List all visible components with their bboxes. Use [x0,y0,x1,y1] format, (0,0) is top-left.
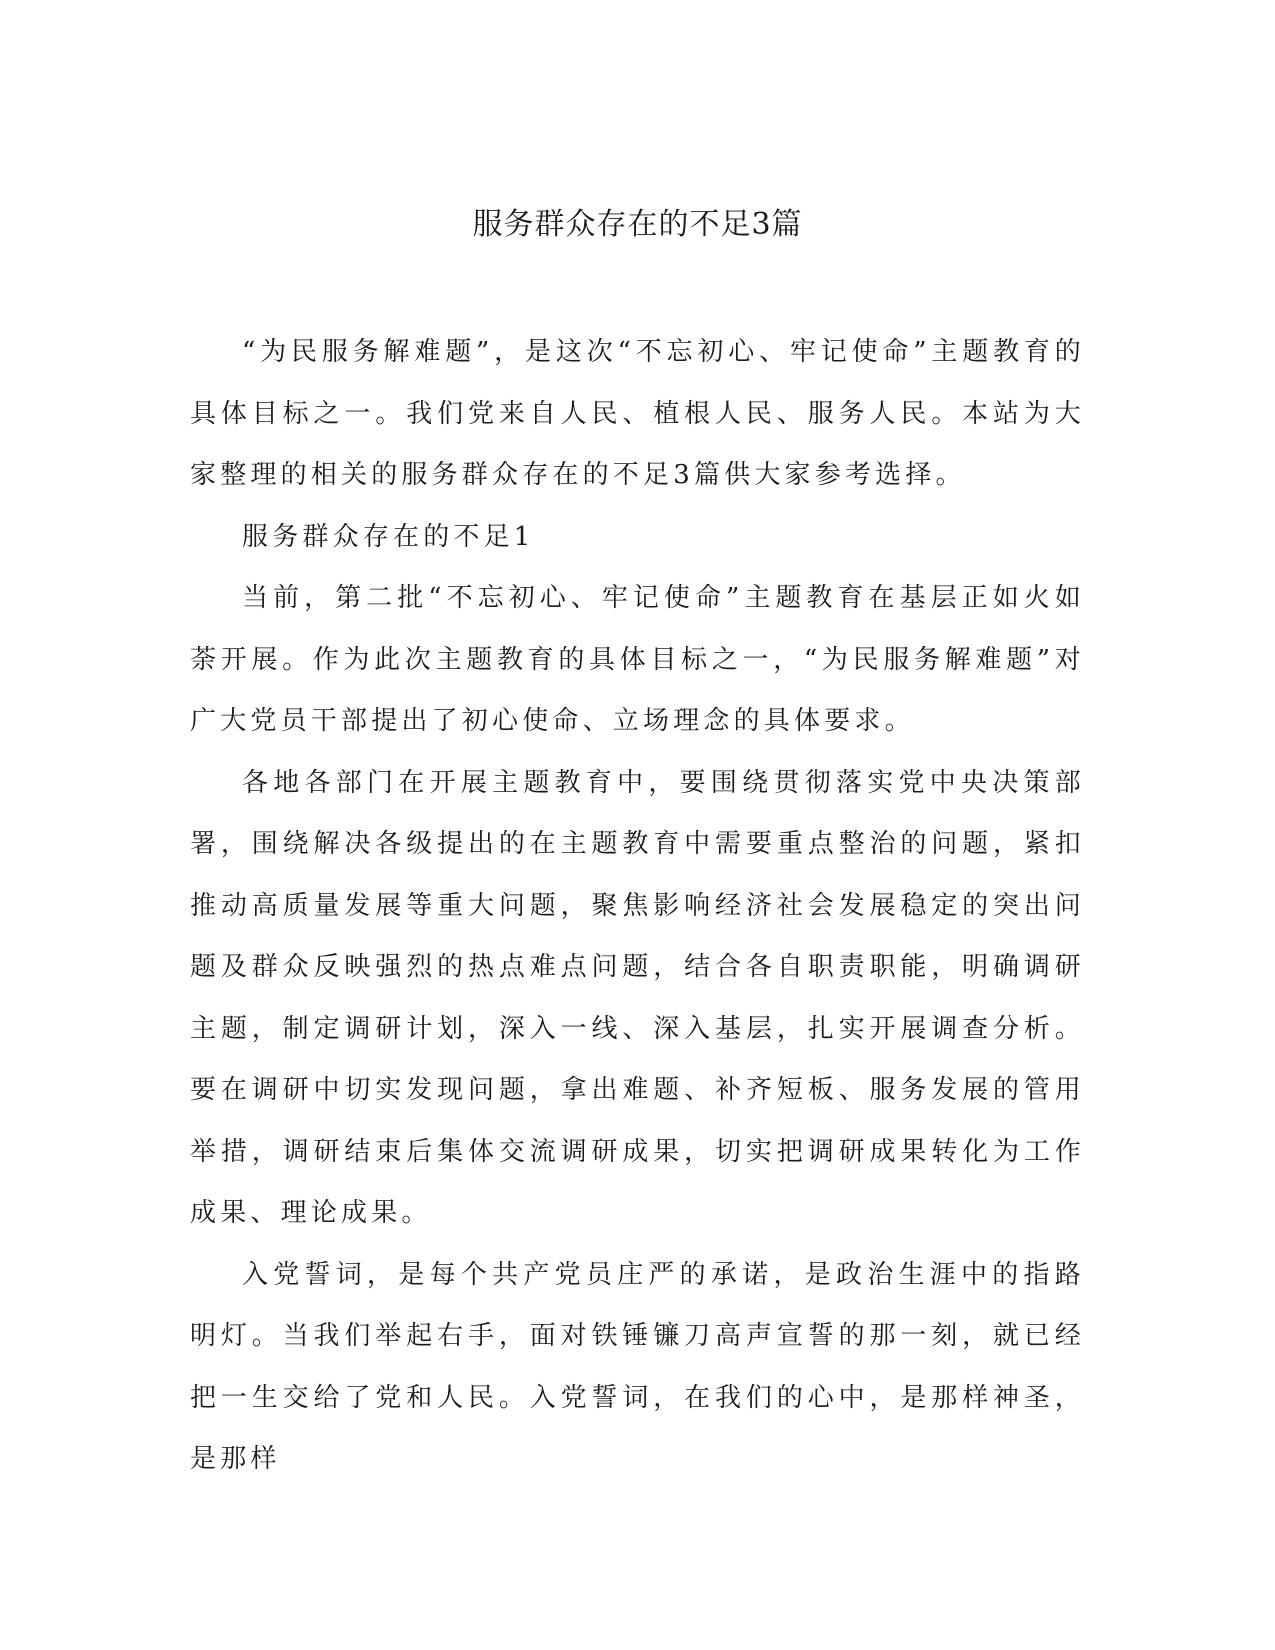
section-heading-1: 服务群众存在的不足1 [242,521,535,552]
paragraph-current: 当前，第二批“不忘初心、牢记使命”主题教育在基层正如火如荼开展。作为此次主题教育的具体目标之一，“为民服务解难题”对广大党员干部提出了初心使命、立场理念的具体要求。 [190,583,1085,736]
paragraph-departments: 各地各部门在开展主题教育中，要围绕贯彻落实党中央决策部署，围绕解决各级提出的在主题教育中需要重点整治的问题，紧扣推动高质量发展等重大问题，聚焦影响经济社会发展稳定的突出问题及群众反映强烈的热点难点问题，结合各自职责职能，明确调研主题，制定调研计划，深入一线、深入基层，扎实开展调查分析。要在调研中切实发现问题，拿出难题、补齐短板、服务发展的管用举措，调研结束后集体交流调研成果，切实把调研成果转化为工作成果、理论成果。 [190,767,1085,1228]
paragraph-oath: 入党誓词，是每个共产党员庄严的承诺，是政治生涯中的指路明灯。当我们举起右手，面对铁锤镰刀高声宣誓的那一刻，就已经把一生交给了党和人民。入党誓词，在我们的心中，是那样神圣，是那样 [190,1259,1085,1474]
document-body [190,322,1085,1491]
paragraph-intro: “为民服务解难题”，是这次“不忘初心、牢记使命”主题教育的具体目标之一。我们党来自人民、植根人民、服务人民。本站为大家整理的相关的服务群众存在的不足3篇供大家参考选择。 [190,337,1085,490]
document-title: 服务群众存在的不足3篇 [472,207,803,242]
